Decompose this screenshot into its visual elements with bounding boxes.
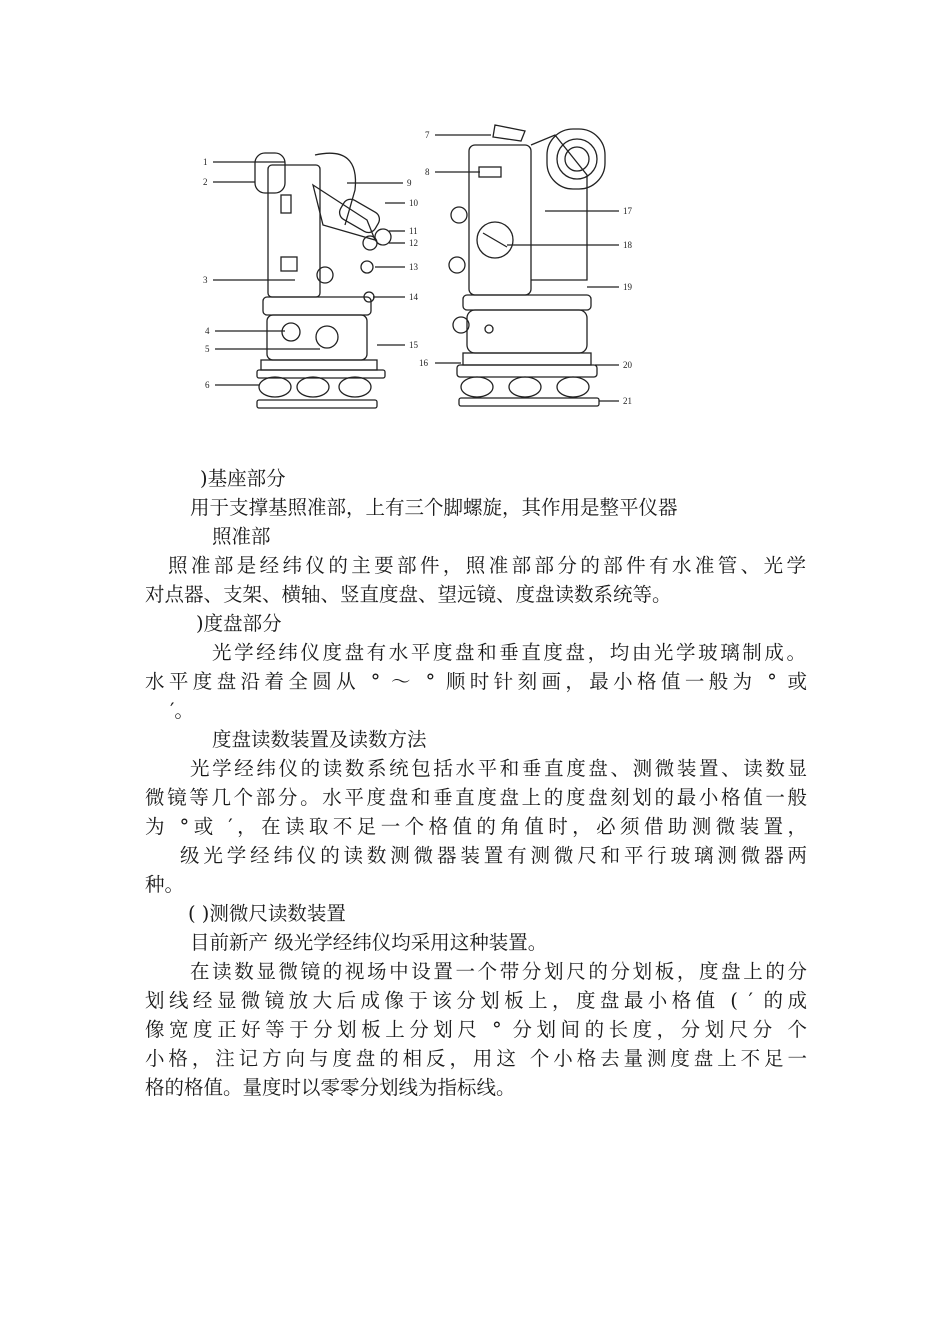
label-16: 16 (419, 358, 428, 368)
label-4: 4 (205, 326, 210, 336)
paragraph-line: 在读数显微镜的视场中设置一个带分划尺的分划板，度盘上的分 (190, 960, 807, 983)
paragraph-line: 目前新产 级光学经纬仪均采用这种装置。 (190, 931, 548, 954)
heading-micrometer: ( )测微尺读数装置 (188, 902, 346, 925)
label-10: 10 (409, 198, 418, 208)
heading-base: )基座部分 (200, 467, 286, 490)
paragraph-line: 小格，注记方向与度盘的相反，用这 个小格去量测度盘上不足一 (145, 1047, 807, 1070)
heading-circle: )度盘部分 (196, 612, 282, 635)
label-2: 2 (203, 177, 208, 187)
label-8: 8 (425, 167, 430, 177)
paragraph-line: 为 °或 ′，在读取不足一个格值的角值时，必须借助测微装置， (145, 815, 807, 838)
label-6: 6 (205, 380, 210, 390)
label-15: 15 (409, 340, 418, 350)
paragraph-line: 光学经纬仪的读数系统包括水平和垂直度盘、测微装置、读数显 (190, 757, 807, 780)
label-18: 18 (623, 240, 632, 250)
label-21: 21 (623, 396, 632, 406)
label-14: 14 (409, 292, 418, 302)
paragraph-line: 照准部是经纬仪的主要部件，照准部部分的部件有水准管、光学 (168, 554, 806, 577)
paragraph-line: 格的格值。量度时以零零分划线为指标线。 (145, 1076, 516, 1099)
paragraph-line: 对点器、支架、横轴、竖直度盘、望远镜、度盘读数系统等。 (145, 583, 672, 606)
paragraph-line: 级光学经纬仪的读数测微器装置有测微尺和平行玻璃测微器两 (180, 844, 807, 867)
paragraph-line: ′。 (170, 699, 194, 722)
label-1: 1 (203, 157, 208, 167)
paragraph-line: 微镜等几个部分。水平度盘和垂直度盘上的度盘刻划的最小格值一般 (145, 786, 807, 809)
label-9: 9 (407, 178, 412, 188)
paragraph-line: 种。 (145, 873, 185, 896)
paragraph-line: 划线经显微镜放大后成像于该分划板上，度盘最小格值 ( ′ 的成 (145, 989, 807, 1012)
paragraph-line: 水平度盘沿着全圆从 ° ～ ° 顺时针刻画，最小格值一般为 ° 或 (145, 670, 807, 693)
paragraph-line: 光学经纬仪度盘有水平度盘和垂直度盘，均由光学玻璃制成。 (212, 641, 806, 664)
heading-alidade: 照准部 (212, 525, 271, 548)
paragraph-line: 用于支撑基照准部，上有三个脚螺旋，其作用是整平仪器 (190, 496, 678, 519)
label-17: 17 (623, 206, 632, 216)
label-19: 19 (623, 282, 632, 292)
label-12: 12 (409, 238, 418, 248)
heading-reading: 度盘读数装置及读数方法 (212, 728, 427, 751)
theodolite-figure (195, 115, 660, 420)
paragraph-line: 像宽度正好等于分划板上分划尺 ° 分划间的长度，分划尺分 个 (145, 1018, 807, 1041)
label-5: 5 (205, 344, 210, 354)
label-20: 20 (623, 360, 632, 370)
label-7: 7 (425, 130, 430, 140)
label-3: 3 (203, 275, 208, 285)
theodolite-diagram (195, 115, 660, 420)
label-13: 13 (409, 262, 418, 272)
label-11: 11 (409, 226, 418, 236)
